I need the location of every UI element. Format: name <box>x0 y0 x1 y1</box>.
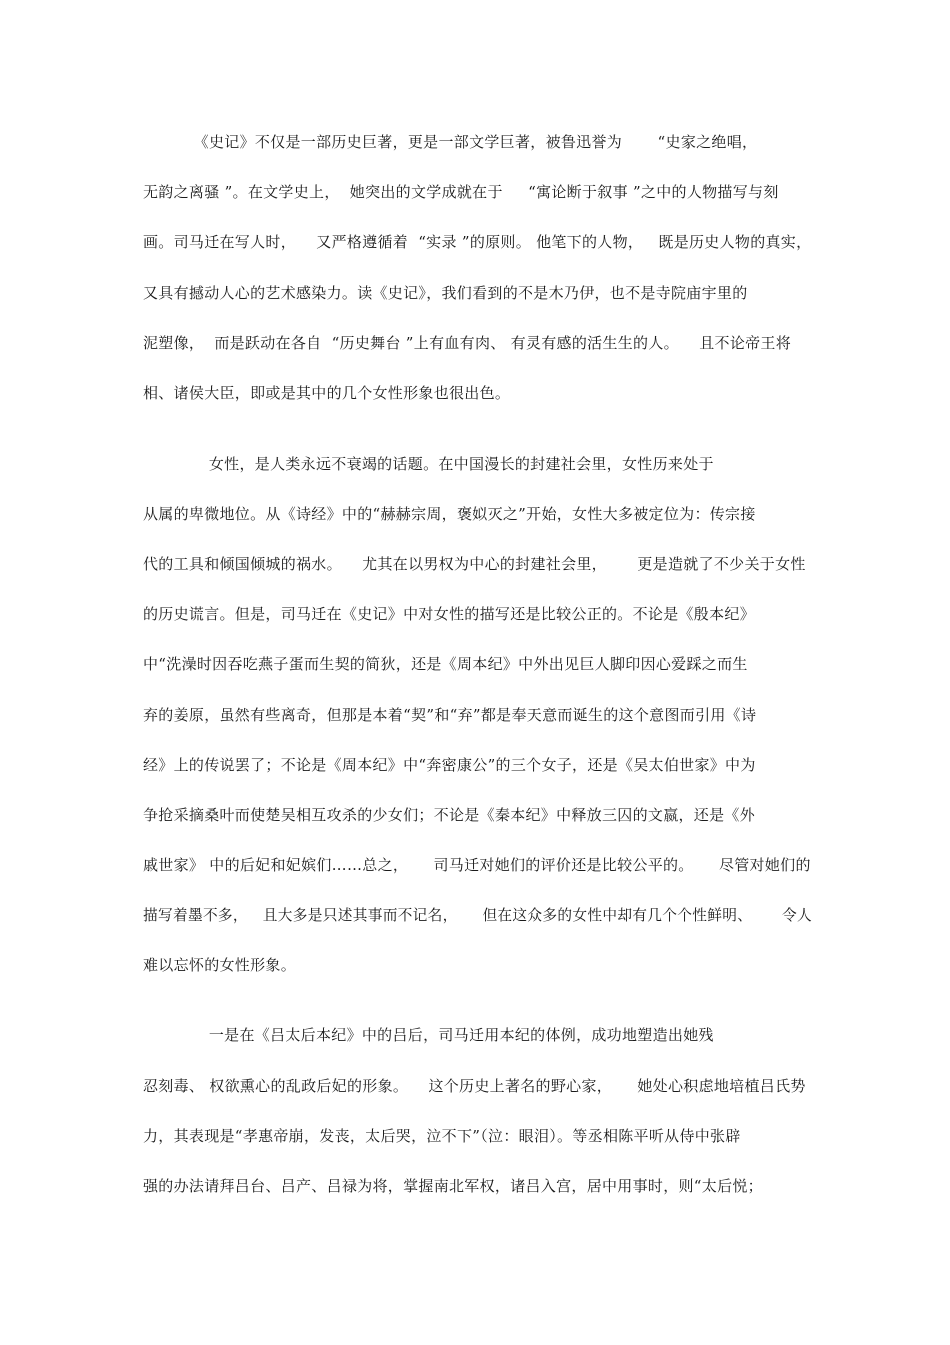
paragraph-2-line-11: 难以忘怀的女性形象。 <box>143 956 297 974</box>
paragraph-3-line-1: 一是在《吕太后本纪》中的吕后，司马迁用本纪的体例，成功地塑造出她残 <box>143 1026 714 1044</box>
paragraph-2-line-6: 弃的姜原，虽然有些离奇，但那是本着“契”和“弃”都是奉天意而诞生的这个意图而引用《诗 <box>143 706 757 724</box>
paragraph-3-line-3: 力，其表现是“孝惠帝崩，发丧，太后哭，泣不下”（泣：眼泪）。等丞相陈平听从侍中张辟 <box>143 1127 741 1145</box>
paragraph-3-line-2: 忍刻毒、 权欲熏心的乱政后妃的形象。 这个历史上著名的野心家， 她处心积虑地培植吕氏势 <box>143 1077 806 1095</box>
paragraph-2-line-1: 女性，是人类永远不衰竭的话题。在中国漫长的封建社会里，女性历来处于 <box>143 455 714 473</box>
paragraph-2-line-7: 经》上的传说罢了；不论是《周本纪》中“奔密康公”的三个女子，还是《吴太伯世家》中为 <box>143 756 756 774</box>
paragraph-2-line-5: 中“洗澡时因吞吃燕子蛋而生契的简狄，还是《周本纪》中外出见巨人脚印因心爱踩之而生 <box>143 655 748 673</box>
paragraph-2-line-3: 代的工具和倾国倾城的祸水。 尤其在以男权为中心的封建社会里， 更是造就了不少关于女性 <box>143 555 806 573</box>
paragraph-2-line-4: 的历史谎言。但是，司马迁在《史记》中对女性的描写还是比较公正的。不论是《殷本纪》 <box>143 605 756 623</box>
paragraph-2-line-8: 争抢采摘桑叶而使楚吴相互攻杀的少女们；不论是《秦本纪》中释放三囚的文嬴，还是《外 <box>143 806 756 824</box>
paragraph-2-line-2: 从属的卑微地位。从《诗经》中的“赫赫宗周，褒姒灭之”开始，女性大多被定位为：传宗接 <box>143 505 756 523</box>
paragraph-1-line-1: 《史记》不仅是一部历史巨著，更是一部文学巨著，被鲁迅誉为 “史家之绝唱， <box>143 133 758 151</box>
paragraph-2-line-9: 戚世家》 中的后妃和妃嫔们……总之， 司马迁对她们的评价还是比较公平的。 尽管对她们的 <box>143 856 811 874</box>
paragraph-1-line-2: 无韵之离骚 ”。在文学史上， 她突出的文学成就在于 “寓论断于叙事 ”之中的人物描写与刻 <box>143 183 779 201</box>
paragraph-1-line-4: 又具有撼动人心的艺术感染力。读《史记》，我们看到的不是木乃伊，也不是寺院庙宇里的 <box>143 284 748 302</box>
paragraph-3-line-4: 强的办法请拜吕台、吕产、吕禄为将，掌握南北军权，诸吕入宫，居中用事时，则“太后悦； <box>143 1177 763 1195</box>
paragraph-1-line-3: 画。司马迁在写人时， 又严格遵循着 “实录 ”的原则。 他笔下的人物， 既是历史人物的真实， <box>143 233 812 251</box>
paragraph-2-line-10: 描写着墨不多， 且大多是只述其事而不记名， 但在这众多的女性中却有几个个性鲜明、 令人 <box>143 906 812 924</box>
paragraph-1-line-5: 泥塑像， 而是跃动在各自 “历史舞台 ”上有血有肉、 有灵有感的活生生的人。 且不论帝王将 <box>143 334 792 352</box>
paragraph-1-line-6: 相、诸侯大臣，即或是其中的几个女性形象也很出色。 <box>143 384 511 402</box>
